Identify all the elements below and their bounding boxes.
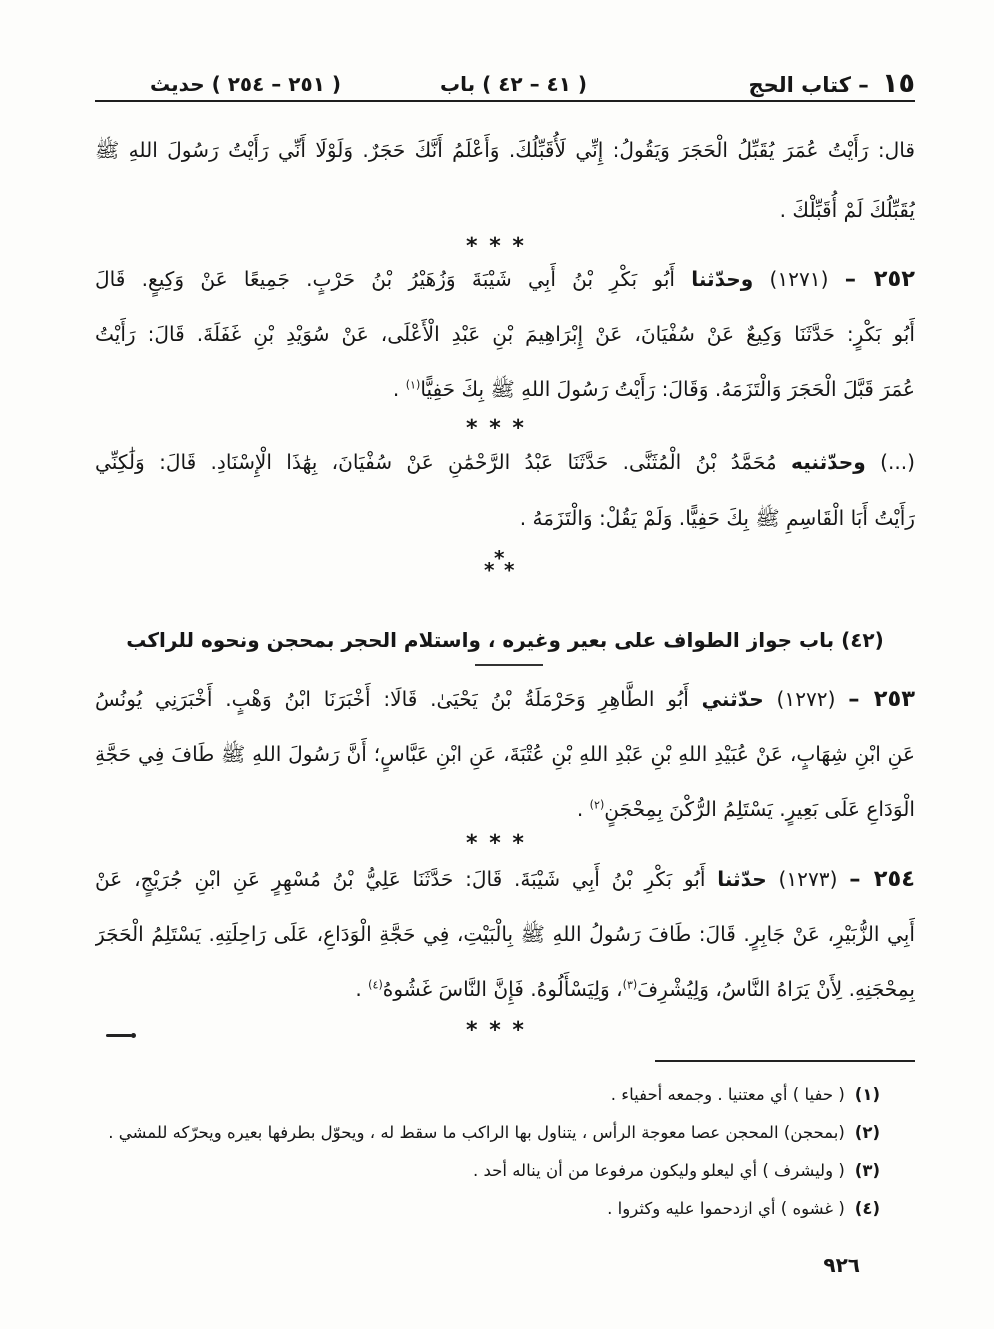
text-line <box>95 672 915 727</box>
separator-star: * <box>489 1018 501 1043</box>
text-segment: أَبُو الطَّاهِرِ وَحَرْمَلَةُ بْنُ يَحْيَىٰ. قَالَا: أَخْبَرَنَا ابْنُ وَهْبٍ. أَخْبَرَنِي يُونُسُ <box>95 687 689 711</box>
separator-star: * <box>512 1018 524 1043</box>
text-line <box>95 434 915 490</box>
footnote <box>100 1190 880 1228</box>
chain-lead-word: حدّثني <box>701 687 764 711</box>
hadith-252 <box>95 252 915 417</box>
text-line: قال: رَأَيْتُ عُمَرَ يُقَبِّلُ الْحَجَرَ وَيَقُولُ: إِنِّي لَأُقَبِّلُكَ. وَأَعْلَمُ أَنَّكَ حَجَرٌ. وَلَوْلَا أَنِّي رَأَيْتُ رَسُولَ اللهِ ﷺ <box>95 138 915 162</box>
footnotes <box>100 1076 880 1228</box>
variant-chain <box>95 434 915 546</box>
hadith-number: ٢٥٢ – <box>844 266 915 292</box>
text-segment: الْوَدَاعِ عَلَى بَعِيرٍ. يَسْتَلِمُ الرُّكْنَ بِمِحْجَنٍ <box>604 797 915 821</box>
text-segment: . <box>355 977 369 1001</box>
footnote-marker: (٢) <box>589 798 605 812</box>
stray-print-mark <box>106 1034 132 1037</box>
chapter-range: ( ٤١ – ٤٢ ) باب <box>440 72 588 96</box>
footnote-marker: (٣) <box>622 978 638 992</box>
text-segment: عُمَرَ قَبَّلَ الْحَجَرَ وَالْتَزَمَهُ. وَقَالَ: رَأَيْتُ رَسُولَ اللهِ ﷺ بِكَ حَفِيًّا <box>420 377 915 401</box>
overline-mark <box>475 664 543 666</box>
footnote-number: (٤) <box>854 1199 880 1218</box>
hadith-reference: (١٢٧١) <box>769 267 829 291</box>
footnote <box>100 1152 880 1190</box>
section-separator <box>445 826 545 854</box>
chain-lead-word: حدّثنا <box>717 867 767 891</box>
footnote <box>100 1114 880 1152</box>
separator-star: * <box>466 416 478 441</box>
footnote-text: ( غشوه ) أي ازدحموا عليه وكثروا . <box>607 1199 845 1218</box>
separator-star: * <box>489 831 501 856</box>
book-number: ١٥ <box>882 68 915 99</box>
continuation-paragraph <box>95 120 915 240</box>
separator-star: * <box>466 234 478 259</box>
hadith-number: (...) <box>880 450 915 474</box>
separator-star: * <box>489 234 501 259</box>
chain-lead-word: وحدّثنيه <box>791 450 866 474</box>
text-line: أَبِي الزُّبَيْرِ، عَنْ جَابِرٍ. قَالَ: طَافَ رَسُولُ اللهِ ﷺ بِالْبَيْتِ، فِي حَجَّةِ الْوَدَاعِ، عَلَى رَاحِلَتِهِ. يَسْتَلِمُ الْحَجَرَ <box>95 922 915 946</box>
text-line <box>95 962 915 1017</box>
footnote-number: (٢) <box>854 1123 880 1142</box>
text-segment: مُحَمَّدُ بْنُ الْمُثَنَّى. حَدَّثَنَا عَبْدُ الرَّحْمَٰنِ عَنْ سُفْيَانَ، بِهَٰذَا الْإِسْنَادِ. قَالَ: وَلَٰكِنِّي <box>95 450 777 474</box>
text-line <box>95 852 915 907</box>
footnote <box>100 1076 880 1114</box>
footnote-rule <box>655 1060 915 1062</box>
text-line <box>95 362 915 417</box>
text-segment: . <box>576 797 590 821</box>
chapter-asterism <box>480 548 520 580</box>
footnote-marker: (٤) <box>368 978 383 992</box>
hadith-253 <box>95 672 915 837</box>
text-segment: أَبُو بَكْرِ بْنُ أَبِي شَيْبَةَ. قَالَ: حَدَّثَنَا عَلِيُّ بْنُ مُسْهِرٍ عَنِ ابْنِ جُرَيْجٍ، عَنْ <box>95 867 706 891</box>
separator-star: * <box>484 558 495 582</box>
text-line: عَنِ ابْنِ شِهَابٍ، عَنْ عُبَيْدِ اللهِ بْنِ عَبْدِ اللهِ بْنِ عُتْبَةَ، عَنِ ابْنِ عَبَّاسٍ؛ أَنَّ رَسُولَ اللهِ ﷺ طَافَ فِي حَجَّةِ <box>95 742 915 766</box>
section-separator <box>445 1013 545 1041</box>
text-segment: ، وَلِيَسْأَلُوهُ. فَإِنَّ النَّاسَ غَشُوهُ <box>382 977 623 1001</box>
separator-star: * <box>512 416 524 441</box>
footnote-marker: (١) <box>405 378 421 392</box>
separator-star: * <box>466 831 478 856</box>
book-title: – كتاب الحج <box>748 73 869 97</box>
hadith-range: ( ٢٥١ – ٢٥٤ ) حديث <box>150 72 342 96</box>
text-line: رَأَيْتُ أَبَا الْقَاسِمِ ﷺ بِكَ حَفِيًّا. وَلَمْ يَقُلْ: وَالْتَزَمَهُ . <box>519 506 915 530</box>
page-number: ٩٢٦ <box>823 1253 860 1277</box>
separator-star: * <box>494 546 505 570</box>
running-header <box>95 66 915 102</box>
footnote-number: (٣) <box>854 1161 880 1180</box>
text-segment: . <box>392 377 406 401</box>
header-rule <box>95 100 915 102</box>
separator-star: * <box>512 234 524 259</box>
footnote-text: ( حفيا ) أي معتنيا . وجمعه أحفياء . <box>610 1085 845 1104</box>
book-title-header <box>748 66 915 103</box>
text-segment: أَبُو بَكْرِ بْنُ أَبِي شَيْبَةَ وَزُهَيْرُ بْنُ حَرْبٍ. جَمِيعًا عَنْ وَكِيعٍ. قَالَ <box>95 267 675 291</box>
separator-star: * <box>504 558 515 582</box>
hadith-number: ٢٥٤ – <box>849 866 915 892</box>
footnote-number: (١) <box>854 1085 880 1104</box>
hadith-reference: (١٢٧٢) <box>776 687 836 711</box>
footnote-text: ( وليشرف ) أي ليعلو وليكون مرفوعا من أن يناله أحد . <box>472 1161 845 1180</box>
text-line <box>95 252 915 307</box>
chain-lead-word: وحدّثنا <box>691 267 754 291</box>
hadith-254 <box>95 852 915 1017</box>
hadith-number: ٢٥٣ – <box>848 686 915 712</box>
text-segment: بِمِحْجَنِهِ. لِأَنْ يَرَاهُ النَّاسُ، وَلِيُشْرِفَ <box>637 977 915 1001</box>
separator-star: * <box>489 416 501 441</box>
separator-star: * <box>466 1018 478 1043</box>
footnote-text: (بمحجن) المحجن عصا معوجة الرأس ، يتناول بها الراكب ما سقط له ، ويحوّل بطرفها بعيره ويحرّكه للمشي . <box>108 1123 845 1142</box>
chapter-heading: (٤٢) باب جواز الطواف على بعير وغيره ، واستلام الحجر بمحجن ونحوه للراكب <box>126 628 884 652</box>
text-line: يُقَبِّلُكَ لَمْ أُقَبِّلْكَ . <box>779 198 915 222</box>
text-line: أَبُو بَكْرٍ: حَدَّثَنَا وَكِيعٌ عَنْ سُفْيَانَ، عَنْ إِبْرَاهِيمَ بْنِ عَبْدِ الْأَعْلَى، عَنْ سُوَيْدِ بْنِ غَفَلَةَ. قَالَ: رَأَيْتُ <box>95 322 915 346</box>
separator-star: * <box>512 831 524 856</box>
hadith-reference: (١٢٧٣) <box>778 867 838 891</box>
